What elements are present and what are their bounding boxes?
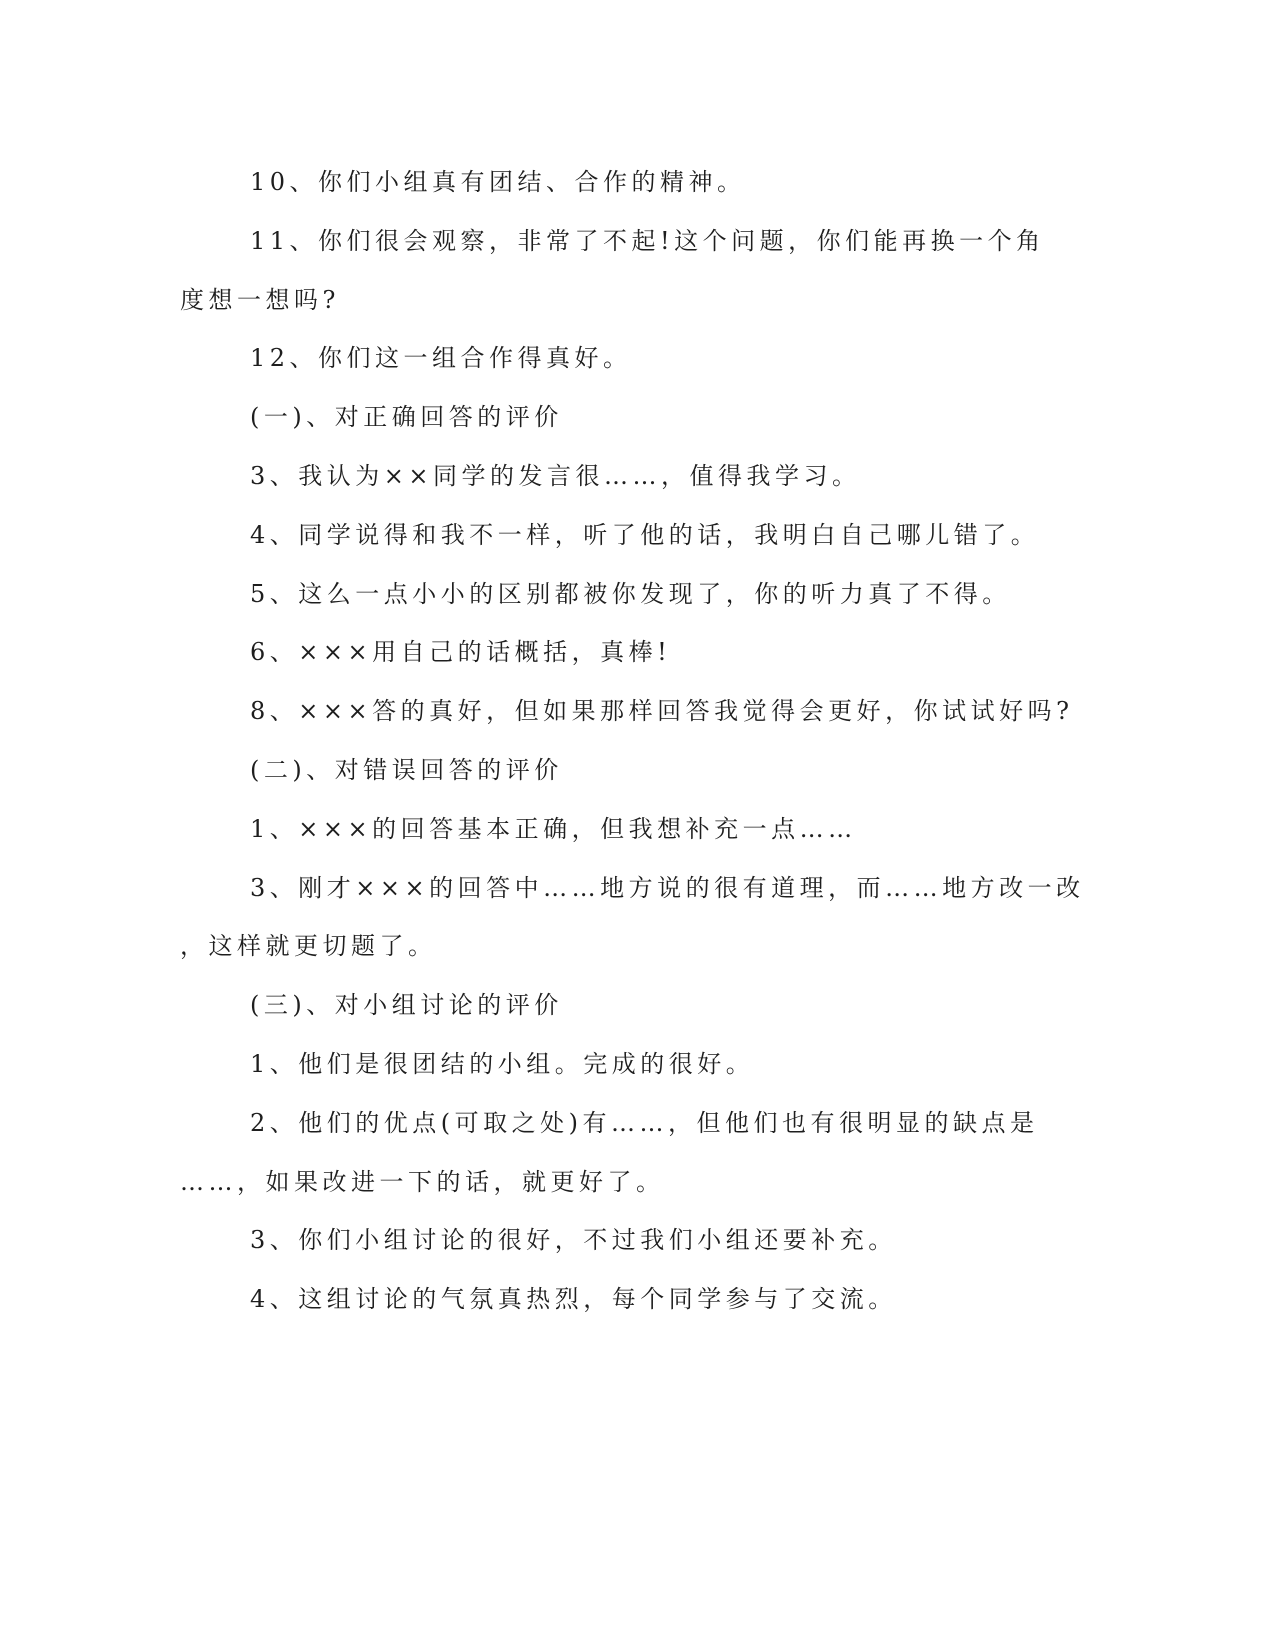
paragraph-line: 4、这组讨论的气氛真热烈，每个同学参与了交流。 [250,1285,897,1314]
paragraph [180,565,1080,624]
paragraph-line: 6、×××用自己的话概括，真棒! [250,638,672,667]
paragraph-line: 11、你们很会观察，非常了不起!这个问题，你们能再换一个角 [250,226,1045,255]
section-heading [180,388,1080,447]
paragraph [180,329,1080,388]
section-heading-text: (三)、对小组讨论的评价 [250,991,563,1020]
paragraph [180,447,1080,506]
paragraph-line-continuation: 度想一想吗? [180,285,340,314]
paragraph [180,506,1080,565]
paragraph-line: 1、他们是很团结的小组。完成的很好。 [250,1049,755,1078]
section-heading-text: (二)、对错误回答的评价 [250,755,563,784]
paragraph [180,800,1080,859]
paragraph-line: 12、你们这一组合作得真好。 [250,344,632,373]
paragraph [180,1270,1080,1329]
paragraph-line-continuation: ……，如果改进一下的话，就更好了。 [180,1167,665,1196]
paragraph [180,153,1080,212]
paragraph [180,859,1085,977]
paragraph-line: 2、他们的优点(可取之处)有……，但他们也有很明显的缺点是 [250,1108,1039,1137]
paragraph [180,1094,1080,1212]
paragraph [180,212,1080,330]
paragraph-line: 3、刚才×××的回答中……地方说的很有道理，而……地方改一改 [250,873,1085,902]
paragraph-line: 1、×××的回答基本正确，但我想补充一点…… [250,814,857,843]
section-heading [180,976,1080,1035]
section-heading [180,741,1080,800]
paragraph [180,1035,1080,1094]
paragraph-line: 8、×××答的真好，但如果那样回答我觉得会更好，你试试好吗? [250,697,1074,726]
paragraph-line: 3、我认为××同学的发言很……，值得我学习。 [250,461,861,490]
section-heading-text: (一)、对正确回答的评价 [250,403,563,432]
document-body [180,153,1085,1329]
paragraph-line: 4、同学说得和我不一样，听了他的话，我明白自己哪儿错了。 [250,520,1040,549]
paragraph [180,1211,1080,1270]
paragraph-line: 10、你们小组真有团结、合作的精神。 [250,168,746,196]
paragraph-line: 3、你们小组讨论的很好，不过我们小组还要补充。 [250,1226,897,1255]
paragraph [180,623,1080,682]
paragraph-line: 5、这么一点小小的区别都被你发现了，你的听力真了不得。 [250,579,1011,608]
paragraph [180,682,1080,741]
paragraph-line-continuation: ，这样就更切题了。 [180,932,437,961]
